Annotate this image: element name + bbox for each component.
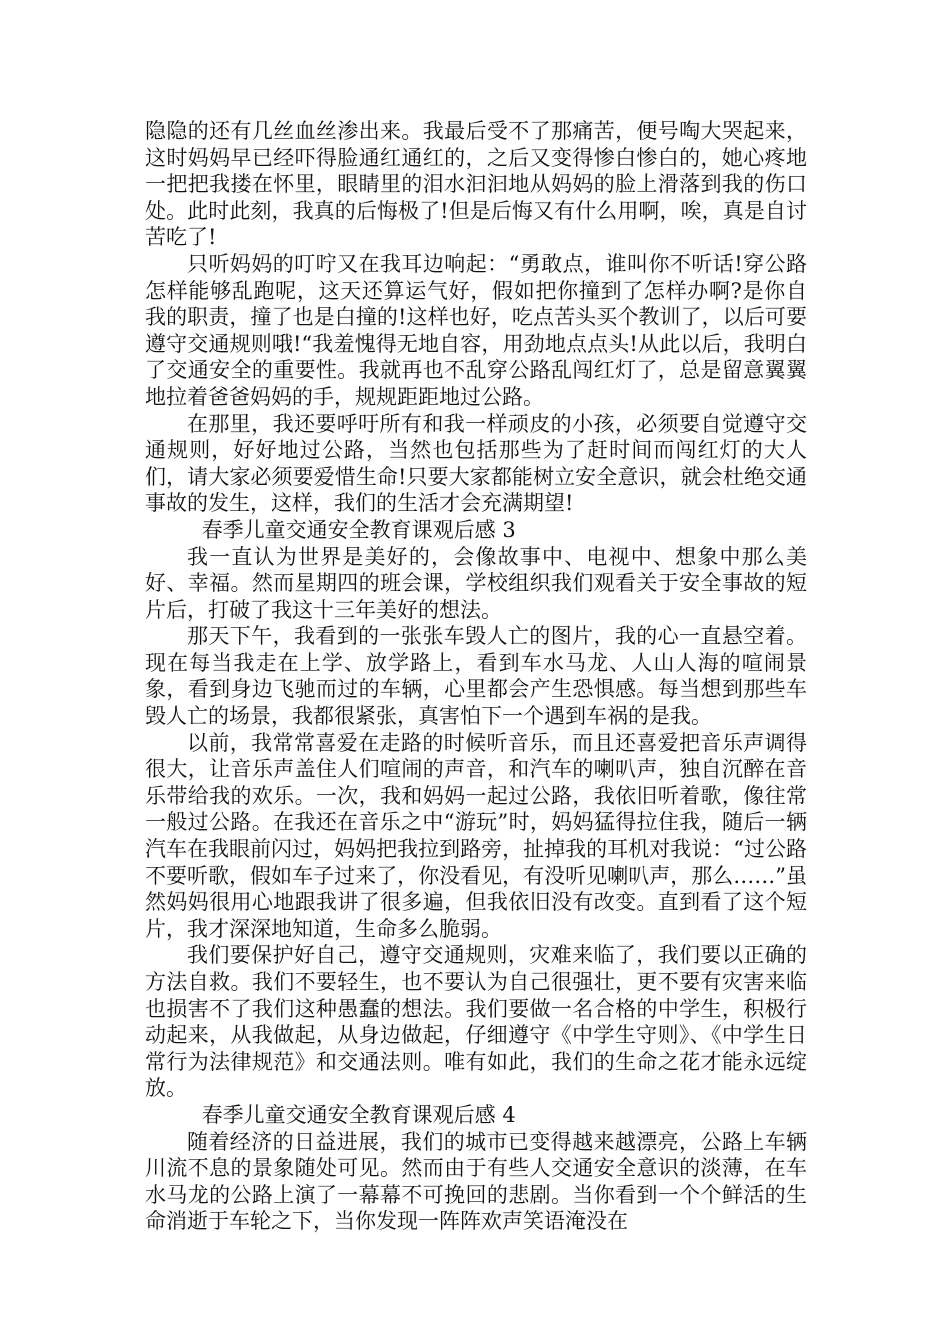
paragraph: 以前，我常常喜爱在走路的时候听音乐，而且还喜爱把音乐声调得很大，让音乐声盖住人们喧闹的声音，和汽车的喇叭声，独自沉醉在音乐带给我的欢乐。一次，我和妈妈一起过公路，我依旧听着歌，像往常一般过公路。在我还在音乐之中“游玩”时，妈妈猛得拉住我，随后一辆汽车在我眼前闪过，妈妈把我拉到路旁，扯掉我的耳机对我说：“过公路不要听歌，假如车子过来了，你没看见，有没听见喇叭声，那么……”虽然妈妈很用心地跟我讲了很多遍，但我依旧没有改变。直到看了这个短片，我才深深地知道，生命多么脆弱。 xyxy=(145,730,807,941)
document-page xyxy=(145,118,807,1235)
paragraph: 我们要保护好自己，遵守交通规则，灾难来临了，我们要以正确的方法自救。我们不要轻生，也不要认为自己很强壮，更不要有灾害来临也损害不了我们这种愚蠢的想法。我们要做一名合格的中学生，积极行动起来，从我做起，从身边做起，仔细遵守《中学生守则》、《中学生日常行为法律规范》和交通法则。唯有如此，我们的生命之花才能永远绽放。 xyxy=(145,943,807,1101)
paragraph: 在那里，我还要呼吁所有和我一样顽皮的小孩，必须要自觉遵守交通规则，好好地过公路，当然也包括那些为了赶时间而闯红灯的大人们，请大家必须要爱惜生命!只要大家都能树立安全意识，就会杜绝交通事故的发生，这样，我们的生活才会充满期望! xyxy=(145,411,807,516)
paragraph: 那天下午，我看到的一张张车毁人亡的图片，我的心一直悬空着。现在每当我走在上学、放学路上，看到车水马龙、人山人海的喧闹景象，看到身边飞驰而过的车辆，心里都会产生恐惧感。每当想到那些车毁人亡的场景，我都很紧张，真害怕下一个遇到车祸的是我。 xyxy=(145,624,807,729)
paragraph: 随着经济的日益进展，我们的城市已变得越来越漂亮，公路上车辆川流不息的景象随处可见。然而由于有些人交通安全意识的淡薄，在车水马龙的公路上演了一幕幕不可挽回的悲剧。当你看到一个个鲜活的生命消逝于车轮之下，当你发现一阵阵欢声笑语淹没在 xyxy=(145,1129,807,1234)
section-heading: 春季儿童交通安全教育课观后感 4 xyxy=(201,1102,516,1127)
paragraph: 我一直认为世界是美好的，会像故事中、电视中、想象中那么美好、幸福。然而星期四的班会课，学校组织我们观看关于安全事故的短片后，打破了我这十三年美好的想法。 xyxy=(145,544,807,622)
section-heading: 春季儿童交通安全教育课观后感 3 xyxy=(201,517,516,542)
paragraph: 隐隐的还有几丝血丝渗出来。我最后受不了那痛苦，便号啕大哭起来，这时妈妈早已经吓得脸通红通红的，之后又变得惨白惨白的，她心疼地一把把我搂在怀里，眼睛里的泪水汩汩地从妈妈的脸上滑落到我的伤口处。此时此刻，我真的后悔极了!但是后悔又有什么用啊，唉，真是自讨苦吃了! xyxy=(145,119,807,250)
paragraph: 只听妈妈的叮咛又在我耳边响起：“勇敢点，谁叫你不听话!穿公路怎样能够乱跑呢，这天还算运气好，假如把你撞到了怎样办啊?是你自我的职责，撞了也是白撞的!这样也好，吃点苦头买个教训了，以后可要遵守交通规则哦!“我羞愧得无地自容，用劲地点点头!从此以后，我明白了交通安全的重要性。我就再也不乱穿公路乱闯红灯了，总是留意翼翼地拉着爸爸妈妈的手，规规距距地过公路。 xyxy=(145,251,807,409)
